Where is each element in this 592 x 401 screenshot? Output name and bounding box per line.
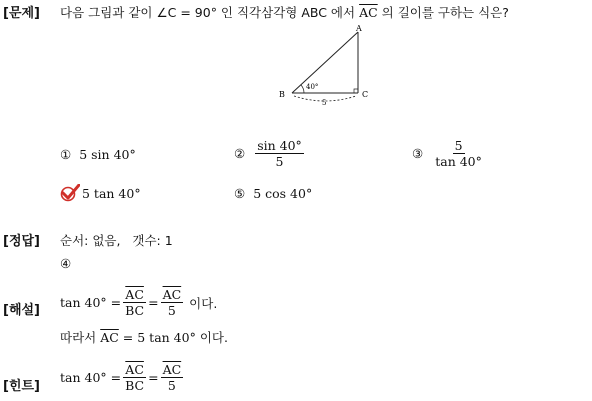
angle-label: 40° (306, 83, 319, 91)
hint-eq: = (148, 370, 159, 385)
option-3-denominator: tan 40° (435, 154, 482, 169)
hint-fraction-2-den: 5 (167, 378, 176, 393)
answer-value: ④ (60, 256, 72, 271)
hint-fraction-2-num: $\overline{AC}$ (162, 362, 182, 377)
explanation-line-1 (60, 287, 217, 318)
explanation-fraction-2 (161, 287, 184, 318)
option-2-fraction (255, 138, 304, 169)
option-2-marker: ② (234, 146, 246, 161)
triangle-figure (276, 22, 376, 106)
hint-fraction-1-num: $\overline{AC}$ (125, 362, 144, 377)
answer-label: [정답] (3, 234, 40, 249)
explanation-fraction-2-num: $\overline{AC}$ (162, 287, 182, 302)
option-3[interactable] (412, 138, 486, 169)
option-2-numerator: sin 40° (257, 138, 302, 153)
option-1-text: 5 sin 40° (79, 147, 136, 162)
option-3-numerator: 5 (454, 138, 463, 153)
hint-fraction-2 (161, 362, 184, 393)
angle-arc (301, 85, 304, 93)
check-mark-icon (60, 184, 80, 202)
explanation-label: [해설] (3, 303, 40, 318)
vertex-b-label: B (279, 90, 285, 99)
option-1-marker: ① (60, 147, 72, 162)
question-text-before: 다음 그림과 같이 ∠C = 90° 인 직각삼각형 ABC 에서 (60, 5, 356, 20)
hint-formula (60, 362, 185, 393)
explanation-line-2-head: 따라서 (60, 330, 97, 345)
option-4[interactable] (60, 184, 141, 202)
option-5-text: 5 cos 40° (253, 186, 313, 201)
explanation-fraction-1-num: $\overline{AC}$ (125, 287, 144, 302)
question-segment: $\overline{AC}$ (359, 5, 378, 20)
option-5-marker: ⑤ (234, 186, 246, 201)
explanation-line-2-tail: 이다. (199, 330, 228, 345)
explanation-fraction-2-den: 5 (167, 303, 176, 318)
hint-label: [힌트] (3, 379, 40, 394)
explanation-line-2-eq: = 5 tan 40° (122, 330, 196, 345)
explanation-eq: = (148, 295, 159, 310)
side-length-label: 5 (322, 99, 327, 106)
option-1[interactable] (60, 147, 136, 162)
option-3-marker: ③ (412, 146, 424, 161)
hint-lhs: tan 40° = (60, 370, 122, 385)
vertex-c-label: C (362, 90, 369, 99)
option-4-text: 5 tan 40° (82, 185, 141, 201)
answer-meta: 순서: 없음, 갯수: 1 (60, 233, 173, 248)
explanation-line-2 (60, 328, 228, 346)
explanation-line-2-segment: $\overline{AC}$ (100, 330, 119, 345)
option-2-denominator: 5 (275, 154, 284, 169)
problem-label: [문제] (3, 6, 40, 21)
explanation-fraction-1 (123, 287, 146, 318)
option-3-fraction (433, 138, 484, 169)
hint-fraction-1-den: BC (125, 378, 145, 393)
side-ab (292, 32, 358, 93)
explanation-fraction-1-den: BC (125, 303, 145, 318)
option-5[interactable] (234, 186, 312, 201)
explanation-tail: 이다. (189, 295, 218, 311)
right-angle-mark (354, 89, 358, 93)
question-text (60, 3, 509, 21)
vertex-a-label: A (356, 24, 362, 33)
question-text-after: 의 길이를 구하는 식은? (381, 5, 509, 20)
hint-fraction-1 (123, 362, 146, 393)
explanation-lhs: tan 40° = (60, 295, 122, 310)
option-2[interactable] (234, 138, 306, 169)
